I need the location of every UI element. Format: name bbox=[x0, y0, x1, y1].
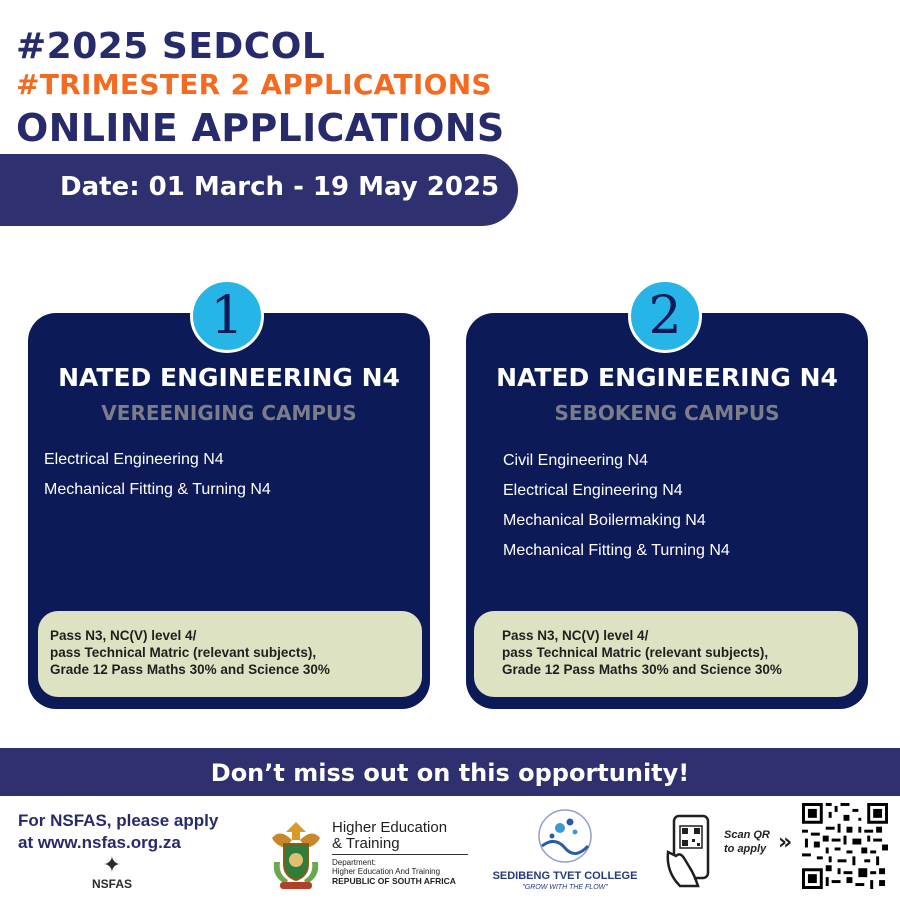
chevron-right-icon: » bbox=[778, 830, 793, 855]
requirement-line: Pass N3, NC(V) level 4/ bbox=[502, 628, 649, 643]
nsfas-logo bbox=[82, 855, 142, 891]
course-item: Electrical Engineering N4 bbox=[503, 482, 683, 499]
title-year: #2025 SEDCOL bbox=[16, 26, 326, 67]
requirement-line: pass Technical Matric (relevant subjects), bbox=[502, 645, 769, 660]
dhet-divider bbox=[332, 854, 468, 855]
card-title: NATED ENGINEERING N4 bbox=[58, 363, 400, 392]
cta-banner bbox=[0, 748, 900, 796]
scan-line-1: Scan QR bbox=[724, 829, 770, 841]
dhet-title-1: Higher Education bbox=[332, 819, 448, 836]
nsfas-logo-text: NSFAS bbox=[91, 877, 132, 891]
campus-name: SEBOKENG CAMPUS bbox=[554, 401, 780, 425]
person-icon: ✦ bbox=[102, 853, 122, 878]
college-logo-icon bbox=[530, 806, 600, 866]
number-badge: 2 bbox=[628, 279, 702, 353]
cta-text: Don’t miss out on this opportunity! bbox=[210, 759, 690, 787]
requirement-line: Grade 12 Pass Maths 30% and Science 30% bbox=[50, 662, 330, 677]
dhet-sub-3: REPUBLIC OF SOUTH AFRICA bbox=[332, 876, 456, 886]
course-item: Mechanical Fitting & Turning N4 bbox=[503, 542, 730, 559]
number-badge: 1 bbox=[190, 279, 264, 353]
requirements-box bbox=[474, 611, 858, 697]
dhet-title-2: & Training bbox=[332, 835, 400, 852]
requirement-line: pass Technical Matric (relevant subjects), bbox=[50, 645, 317, 660]
course-item: Civil Engineering N4 bbox=[503, 452, 648, 469]
requirement-line: Grade 12 Pass Maths 30% and Science 30% bbox=[502, 662, 782, 677]
campus-card-sebokeng bbox=[466, 286, 868, 709]
requirement-line: Pass N3, NC(V) level 4/ bbox=[50, 628, 197, 643]
nsfas-link[interactable]: at www.nsfas.org.za bbox=[18, 833, 181, 852]
card-title: NATED ENGINEERING N4 bbox=[496, 363, 838, 392]
college-name: SEDIBENG TVET COLLEGE bbox=[492, 870, 638, 882]
phone-scan-icon bbox=[664, 812, 720, 890]
scan-line-2: to apply bbox=[724, 843, 767, 855]
course-item: Mechanical Fitting & Turning N4 bbox=[44, 481, 271, 498]
course-item: Mechanical Boilermaking N4 bbox=[503, 512, 706, 529]
dhet-sub-1: Department: bbox=[332, 858, 377, 867]
title-online-applications: ONLINE APPLICATIONS bbox=[16, 106, 505, 150]
campus-name: VEREENIGING CAMPUS bbox=[101, 401, 357, 425]
course-list bbox=[503, 450, 730, 570]
date-banner bbox=[0, 154, 518, 226]
title-trimester: #TRIMESTER 2 APPLICATIONS bbox=[16, 68, 492, 101]
course-item: Electrical Engineering N4 bbox=[44, 451, 224, 468]
dhet-logo bbox=[332, 820, 468, 886]
nsfas-info bbox=[18, 810, 218, 854]
nsfas-line: For NSFAS, please apply bbox=[18, 811, 219, 830]
dhet-sub-2: Higher Education And Training bbox=[332, 867, 441, 876]
scan-qr-text bbox=[724, 828, 770, 856]
coat-of-arms-icon bbox=[266, 818, 326, 892]
college-tagline: "GROW WITH THE FLOW" bbox=[522, 884, 608, 891]
date-text: Date: 01 March - 19 May 2025 bbox=[60, 172, 500, 202]
qr-code-icon[interactable] bbox=[802, 803, 888, 889]
course-list bbox=[44, 449, 271, 509]
requirements-box bbox=[38, 611, 422, 697]
campus-card-vereeniging bbox=[28, 286, 430, 709]
